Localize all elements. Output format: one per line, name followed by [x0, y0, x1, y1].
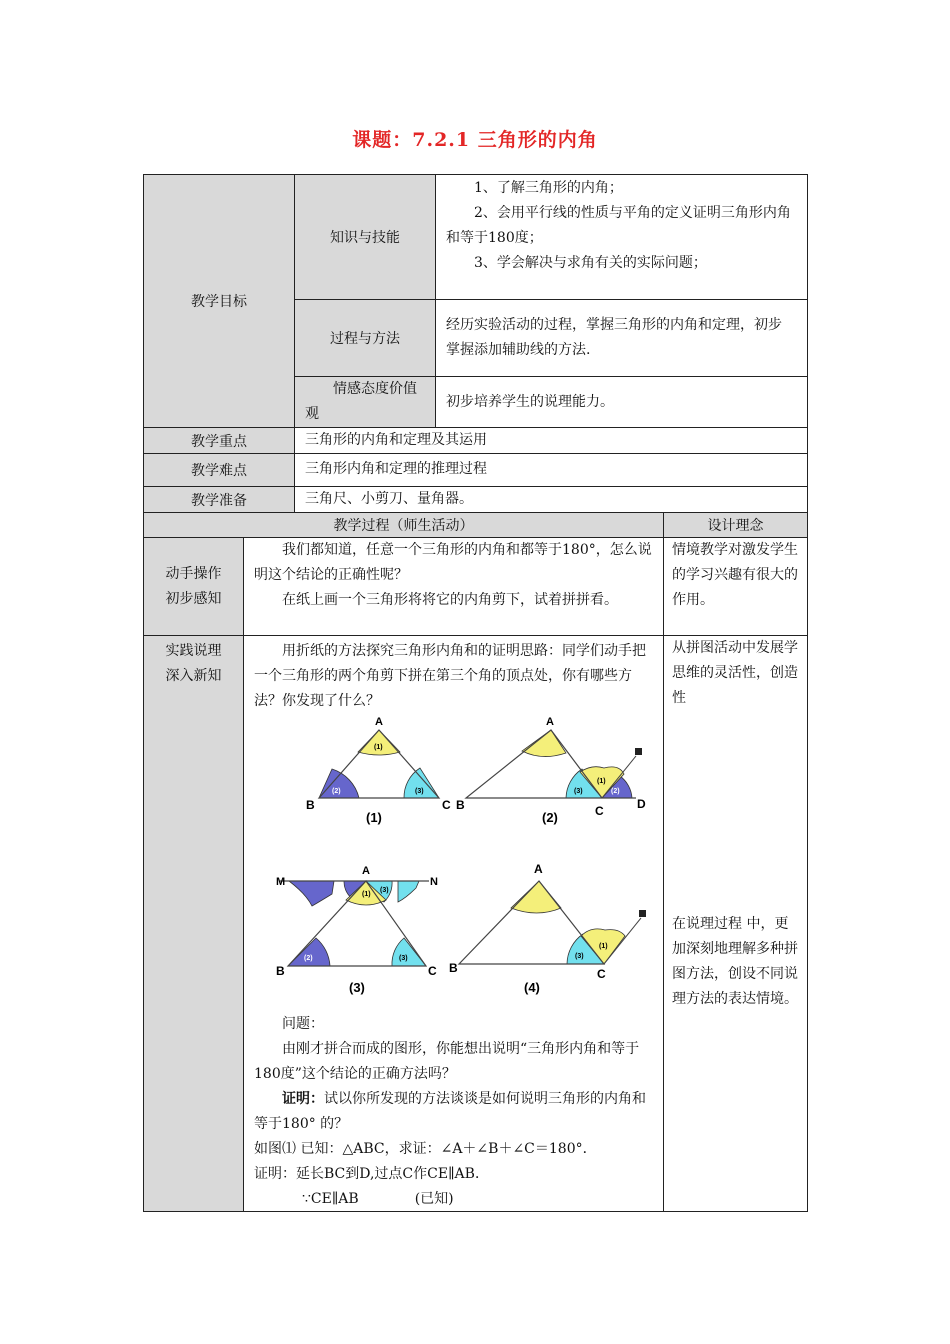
process-text: 经历实验活动的过程，掌握三角形的内角和定理，初步掌握添加辅助线的方法.	[446, 317, 782, 358]
fig4-angle1-sector	[511, 881, 561, 913]
process-header-left-text: 教学过程（师生活动）	[333, 518, 474, 534]
section1-content-cell	[243, 537, 664, 636]
fig1-angle1-sector	[358, 730, 400, 755]
section2-label-line1: 实践说理	[165, 643, 222, 659]
page-title: 课题：7.2.1 三角形的内角	[352, 129, 598, 151]
process-label: 过程与方法	[330, 331, 400, 347]
fig1-point-b: B	[306, 798, 315, 812]
goals-label: 教学目标	[191, 294, 247, 310]
proof-paragraph	[254, 1087, 654, 1137]
section2-content-cell	[243, 635, 664, 1212]
figure-3	[274, 856, 444, 996]
section2-label-cell	[143, 635, 244, 1212]
fig4-point-a: A	[534, 862, 543, 876]
fig2-point-d: D	[637, 797, 646, 811]
process-content-cell	[435, 299, 808, 377]
fig2-angle3-label: (3)	[574, 788, 583, 795]
goals-label-cell	[143, 174, 295, 428]
fig3-point-m: M	[276, 876, 286, 888]
section1-label-line2: 初步感知	[165, 590, 222, 607]
focus-label-cell	[143, 427, 295, 454]
section2-label-line2: 深入新知	[165, 668, 222, 684]
fig3-angle3-top-label: (3)	[380, 887, 389, 894]
fig2-point-b: B	[456, 798, 465, 812]
knowledge-content-cell	[435, 174, 808, 300]
emotion-text: 初步培养学生的说理能力。	[446, 394, 614, 410]
fig1-point-a: A	[375, 716, 383, 728]
focus-text: 三角形的内角和定理及其运用	[305, 432, 487, 448]
section2-p1: 用折纸的方法探究三角形内角和的证明思路：同学们动手把一个三角形的两个角剪下拼在第三个角的顶点处，你有哪些方法？你发现了什么？	[254, 643, 646, 709]
fig3-point-a: A	[362, 865, 370, 877]
proof-line: 证明：延长BC到D,过点C作CE∥AB．	[254, 1166, 489, 1182]
knowledge-label-cell	[294, 174, 436, 300]
figure-1	[294, 716, 454, 826]
section2-idea-cell	[663, 635, 808, 1212]
focus-label: 教学重点	[191, 433, 247, 450]
fig3-angle3-label: (3)	[399, 955, 408, 962]
section2-idea1: 从拼图活动中发展学思维的灵活性，创造性	[672, 640, 798, 706]
fig3-point-c: C	[428, 964, 437, 978]
emotion-label: 情感态度价值观	[305, 381, 417, 422]
knowledge-item-2: 2、会用平行线的性质与平角的定义证明三角形内角和等于180度；	[446, 205, 791, 246]
fig2-point-c: C	[595, 804, 604, 818]
fig4-point-m-marker	[639, 910, 646, 917]
difficulty-label: 教学难点	[191, 463, 247, 479]
section1-label-line1: 动手操作	[165, 565, 222, 582]
prep-label: 教学准备	[191, 492, 247, 509]
fig4-angle3-label: (3)	[575, 953, 584, 960]
fig1-caption: (1)	[366, 810, 382, 825]
section1-idea: 情境教学对激发学生的学习兴趣有很大的作用。	[672, 542, 798, 608]
process-header-right-text: 设计理念	[707, 518, 764, 534]
proof-text: 试以你所发现的方法谈谈是如何说明三角形的内角和等于180° 的？	[254, 1091, 646, 1132]
proof-label: 证明：	[282, 1091, 324, 1107]
figure-4	[449, 856, 649, 996]
fig4-angle1-label: (1)	[599, 943, 608, 950]
fig2-angle1-sector	[522, 730, 566, 757]
section1-label-cell	[143, 537, 244, 636]
process-header-left	[143, 512, 664, 538]
fig1-angle2-label: (2)	[332, 788, 341, 795]
fig4-point-c: C	[597, 967, 606, 981]
question-label: 问题：	[282, 1016, 324, 1032]
fig3-angle2-label: (2)	[304, 955, 313, 962]
section1-p2: 在纸上画一个三角形将将它的内角剪下，试着拼拼看。	[282, 592, 618, 608]
fig3-point-b: B	[276, 964, 285, 978]
fig3-point-n: N	[430, 876, 438, 888]
fig2-point-m-marker	[635, 748, 642, 755]
knowledge-item-1: 1、了解三角形的内角；	[474, 180, 623, 196]
knowledge-label: 知识与技能	[330, 230, 400, 246]
fig4-caption: (4)	[524, 980, 540, 995]
section1-p1: 我们都知道，任意一个三角形的内角和都等于180°，怎么说明这个结论的正确性呢？	[254, 542, 652, 583]
focus-content-cell	[294, 427, 808, 454]
prep-label-cell	[143, 486, 295, 513]
emotion-content-cell	[435, 376, 808, 428]
difficulty-content-cell	[294, 453, 808, 487]
prep-text: 三角尺、小剪刀、量角器。	[305, 491, 473, 507]
given-line: 如图⑴ 已知：△ABC，求证：∠A＋∠B＋∠C＝180°．	[254, 1141, 597, 1157]
difficulty-label-cell	[143, 453, 295, 487]
fig3-strip-left	[289, 881, 334, 906]
process-header-right	[663, 512, 808, 538]
fig1-angle1-label: (1)	[374, 744, 383, 751]
fig4-point-b: B	[449, 961, 458, 975]
prep-content-cell	[294, 486, 808, 513]
process-label-cell	[294, 299, 436, 377]
fig3-angle2-top-label: (2)	[336, 888, 345, 895]
question-text: 由刚才拼合而成的图形，你能想出说明“三角形内角和等于180度”这个结论的正确方法吗？	[254, 1041, 640, 1082]
reason-line	[254, 1187, 654, 1212]
fig1-point-c: C	[442, 798, 451, 812]
reason-justification: (已知)	[414, 1191, 454, 1207]
fig2-point-a: A	[546, 716, 554, 728]
fig2-angle2-label: (2)	[611, 788, 620, 795]
fig3-caption: (3)	[349, 980, 365, 995]
knowledge-item-3: 3、学会解决与求角有关的实际问题；	[474, 255, 707, 271]
fig1-angle3-label: (3)	[415, 788, 424, 795]
difficulty-text: 三角形内角和定理的推理过程	[305, 461, 487, 477]
section1-idea-cell	[663, 537, 808, 636]
reason-statement: ∵CE∥AB	[302, 1191, 359, 1207]
fig3-strip-right	[398, 881, 419, 902]
figure-2	[454, 716, 654, 826]
emotion-label-cell	[294, 376, 436, 428]
fig3-angle1-label: (1)	[362, 891, 371, 898]
fig2-caption: (2)	[542, 810, 558, 825]
fig2-angle1-label: (1)	[597, 778, 606, 785]
section2-idea2: 在说理过程 中，更加深刻地理解多种拼图方法，创设不同说理方法的表达情境。	[672, 916, 798, 1007]
